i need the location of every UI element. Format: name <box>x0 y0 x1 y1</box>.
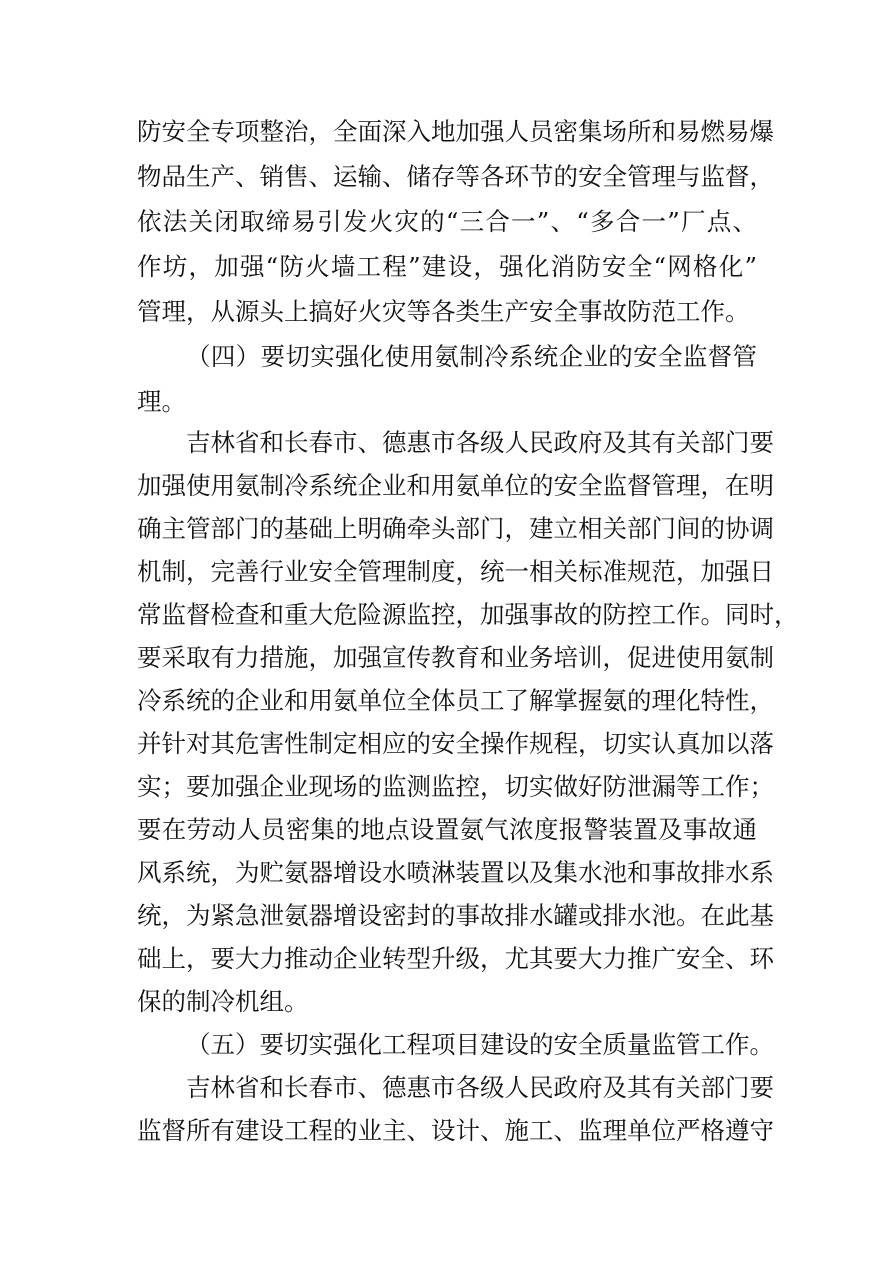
section-heading: （四）要切实强化使用氨制冷系统企业的安全监督管 <box>186 342 757 371</box>
section-heading-continuation: 理。 <box>137 387 186 416</box>
text-line: 冷系统的企业和用氨单位全体员工了解掌握氨的理化特性， <box>137 686 774 715</box>
section-heading: （五）要切实强化工程项目建设的安全质量监管工作。 <box>186 1030 774 1059</box>
text-line: 础上，要大力推动企业转型升级，尤其要大力推广安全、环 <box>137 944 774 973</box>
text-line: 保的制冷机组。 <box>137 987 309 1016</box>
text-line: 并针对其危害性制定相应的安全操作规程，切实认真加以落 <box>137 729 774 758</box>
text-line: 作坊，加强“防火墙工程”建设，强化消防安全“网格化” <box>137 252 757 281</box>
text-line: 加强使用氨制冷系统企业和用氨单位的安全监督管理，在明 <box>137 471 774 500</box>
text-line: 防安全专项整治，全面深入地加强人员密集场所和易燃易爆 <box>137 117 774 146</box>
text-line: 要采取有力措施，加强宣传教育和业务培训，促进使用氨制 <box>137 643 774 672</box>
text-line: 统，为紧急泄氨器增设密封的事故排水罐或排水池。在此基 <box>137 901 774 930</box>
text-line: 管理，从源头上搞好火灾等各类生产安全事故防范工作。 <box>137 297 750 326</box>
text-line: 实；要加强企业现场的监测监控，切实做好防泄漏等工作； <box>137 772 774 801</box>
text-line: 机制，完善行业安全管理制度，统一相关标准规范，加强日 <box>137 557 774 586</box>
text-line: 常监督检查和重大危险源监控，加强事故的防控工作。同时， <box>137 600 799 629</box>
text-line: 风系统，为贮氨器增设水喷淋装置以及集水池和事故排水系 <box>137 858 774 887</box>
text-line: 要在劳动人员密集的地点设置氨气浓度报警装置及事故通 <box>137 815 757 844</box>
paragraph-first-line: 吉林省和长春市、德惠市各级人民政府及其有关部门要 <box>186 1073 774 1102</box>
paragraph-first-line: 吉林省和长春市、德惠市各级人民政府及其有关部门要 <box>186 428 774 457</box>
text-line: 监督所有建设工程的业主、设计、施工、监理单位严格遵守 <box>137 1116 774 1145</box>
text-line: 物品生产、销售、运输、储存等各环节的安全管理与监督， <box>137 162 774 191</box>
text-line: 依法关闭取缔易引发火灾的“三合一”、“多合一”厂点、 <box>137 207 757 236</box>
text-line: 确主管部门的基础上明确牵头部门，建立相关部门间的协调 <box>137 514 774 543</box>
